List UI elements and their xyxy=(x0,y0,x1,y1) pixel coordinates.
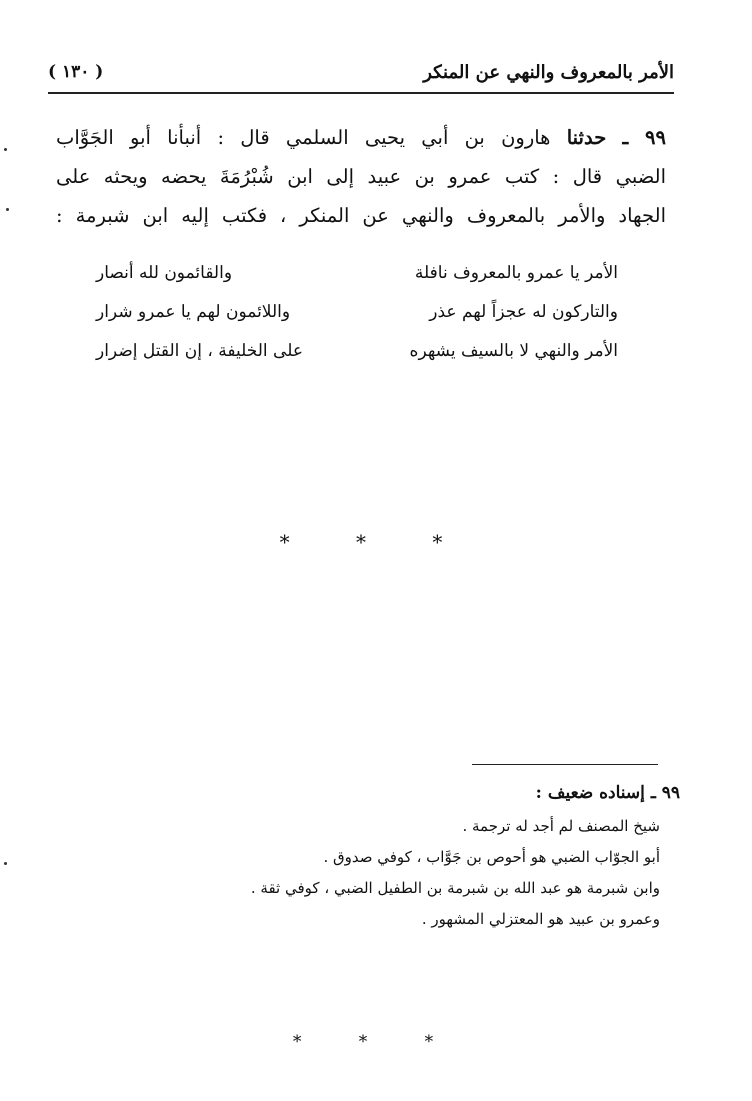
verse xyxy=(96,297,618,336)
margin-dot xyxy=(6,208,9,211)
footnote-line: شيخ المصنف لم أجد له ترجمة . xyxy=(462,817,660,835)
margin-dot xyxy=(4,148,7,151)
hadith-verb: حدثنا xyxy=(566,126,607,149)
footnote-heading: ٩٩ ـ إسناده ضعيف : xyxy=(535,783,680,803)
page-header xyxy=(48,62,674,94)
margin-dot xyxy=(4,862,7,865)
section-separator: * * * xyxy=(279,530,473,554)
verse xyxy=(96,336,618,375)
verse xyxy=(96,258,618,297)
footnote-line: أبو الجوّاب الضبي هو أحوص بن جَوَّاب ، كوفي صدوق . xyxy=(323,848,660,866)
end-separator: * * * xyxy=(292,1032,460,1052)
verse-first-hemistich: الأمر والنهي لا بالسيف يشهره xyxy=(409,341,618,361)
footnote-line: وعمرو بن عبيد هو المعتزلي المشهور . xyxy=(421,910,660,928)
verse-second-hemistich: واللائمون لهم يا عمرو شرار xyxy=(96,302,291,322)
verse-second-hemistich: والقائمون لله أنصار xyxy=(96,263,233,283)
page-number: ( ١٣٠ ) xyxy=(48,62,104,82)
footnote-line: وابن شبرمة هو عبد الله بن شبرمة بن الطفيل الضبي ، كوفي ثقة . xyxy=(250,879,660,897)
running-title: الأمر بالمعروف والنهي عن المنكر xyxy=(423,62,674,83)
verse-first-hemistich: الأمر يا عمرو بالمعروف نافلة xyxy=(414,263,618,283)
poem-verses xyxy=(96,258,618,375)
hadith-line: الضبي قال : كتب عمرو بن عبيد إلى ابن شُبْرُمَةَ يحضه ويحثه على xyxy=(56,165,666,188)
hadith-line xyxy=(56,118,666,157)
verse-second-hemistich: على الخليفة ، إن القتل إضرار xyxy=(96,341,303,361)
hadith-text xyxy=(56,118,666,235)
hadith-number: ٩٩ ـ xyxy=(622,126,666,149)
footnotes xyxy=(180,778,680,935)
hadith-line-text: هارون بن أبي يحيى السلمي قال : أنبأنا أبو الجَوَّاب xyxy=(56,126,551,149)
hadith-line: الجهاد والأمر بالمعروف والنهي عن المنكر ، فكتب إليه ابن شبرمة : xyxy=(56,204,666,227)
footnote-divider xyxy=(472,764,658,765)
verse-first-hemistich: والتاركون له عجزاً لهم عذر xyxy=(429,302,618,322)
